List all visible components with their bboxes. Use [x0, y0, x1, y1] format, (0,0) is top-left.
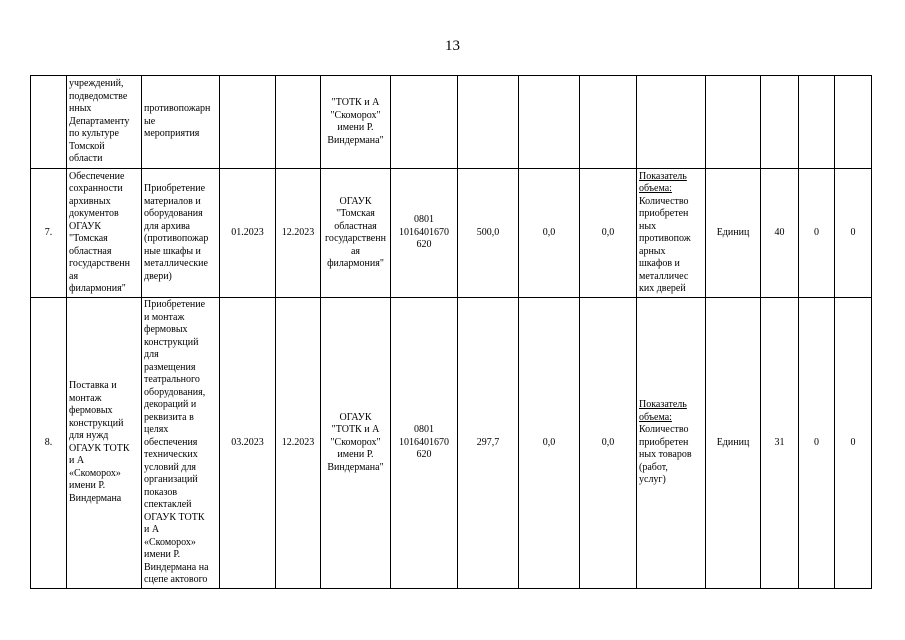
program-activities-table — [30, 75, 872, 589]
executor: "ТОТК и А "Скоморох" имени Р. Виндермана" — [321, 76, 391, 169]
indicator — [637, 76, 706, 169]
start-date — [220, 76, 276, 169]
budget-code — [391, 76, 458, 169]
funding-value-2 — [519, 76, 580, 169]
row-number: 8. — [31, 298, 67, 589]
budget-code: 0801 1016401670 620 — [391, 298, 458, 589]
indicator-title: Показатель объема: — [639, 170, 687, 194]
indicator-value-2 — [799, 76, 835, 169]
indicator-value-3: 0 — [835, 169, 872, 298]
activity-description: Приобретение и монтаж фермовых конструкций для размещения театрального оборудования, декораций и реквизита в целях обеспечения технических условий для организаций показов спектаклей ОГАУК ТОТК и А «Скоморох» имени Р. Виндермана на сцепе актового — [142, 298, 220, 589]
activity-name: учреждений, подведомстве нных Департаменту по культуре Томской области — [67, 76, 142, 169]
indicator-value-2: 0 — [799, 169, 835, 298]
activity-name: Поставка и монтаж фермовых конструкций для нужд ОГАУК ТОТК и А «Скоморох» имени Р. Виндермана — [67, 298, 142, 589]
funding-value-2: 0,0 — [519, 298, 580, 589]
end-date: 12.2023 — [276, 169, 321, 298]
indicator-text: Количество приобретен ных противопож арных шкафов и металличес ких дверей — [639, 195, 691, 294]
funding-value-1: 500,0 — [458, 169, 519, 298]
funding-value-1: 297,7 — [458, 298, 519, 589]
indicator-value-1: 40 — [761, 169, 799, 298]
indicator-value-3 — [835, 76, 872, 169]
indicator-value-1: 31 — [761, 298, 799, 589]
start-date: 01.2023 — [220, 169, 276, 298]
indicator-value-1 — [761, 76, 799, 169]
funding-value-3: 0,0 — [580, 298, 637, 589]
executor: ОГАУК "Томская областная государственн ая филармония" — [321, 169, 391, 298]
end-date: 12.2023 — [276, 298, 321, 589]
funding-value-1 — [458, 76, 519, 169]
funding-value-3: 0,0 — [580, 169, 637, 298]
indicator-value-3: 0 — [835, 298, 872, 589]
activity-description: Приобретение материалов и оборудования для архива (противопожар ные шкафы и металлические двери) — [142, 169, 220, 298]
unit — [706, 76, 761, 169]
funding-value-3 — [580, 76, 637, 169]
end-date — [276, 76, 321, 169]
unit: Единиц — [706, 298, 761, 589]
table-row — [31, 76, 872, 169]
indicator-text: Количество приобретен ных товаров (работ, услуг) — [639, 424, 692, 485]
table-row — [31, 169, 872, 298]
row-number: 7. — [31, 169, 67, 298]
unit: Единиц — [706, 169, 761, 298]
table-row — [31, 298, 872, 589]
start-date: 03.2023 — [220, 298, 276, 589]
indicator — [637, 298, 706, 589]
activity-description: противопожарн ые мероприятия — [142, 76, 220, 169]
indicator-value-2: 0 — [799, 298, 835, 589]
executor: ОГАУК "ТОТК и А "Скоморох" имени Р. Виндермана" — [321, 298, 391, 589]
page-number: 13 — [445, 38, 460, 54]
budget-code: 0801 1016401670 620 — [391, 169, 458, 298]
funding-value-2: 0,0 — [519, 169, 580, 298]
indicator-title: Показатель объема: — [639, 399, 687, 423]
indicator — [637, 169, 706, 298]
activity-name: Обеспечение сохранности архивных документов ОГАУК "Томская областная государственн ая филармония" — [67, 169, 142, 298]
row-number — [31, 76, 67, 169]
